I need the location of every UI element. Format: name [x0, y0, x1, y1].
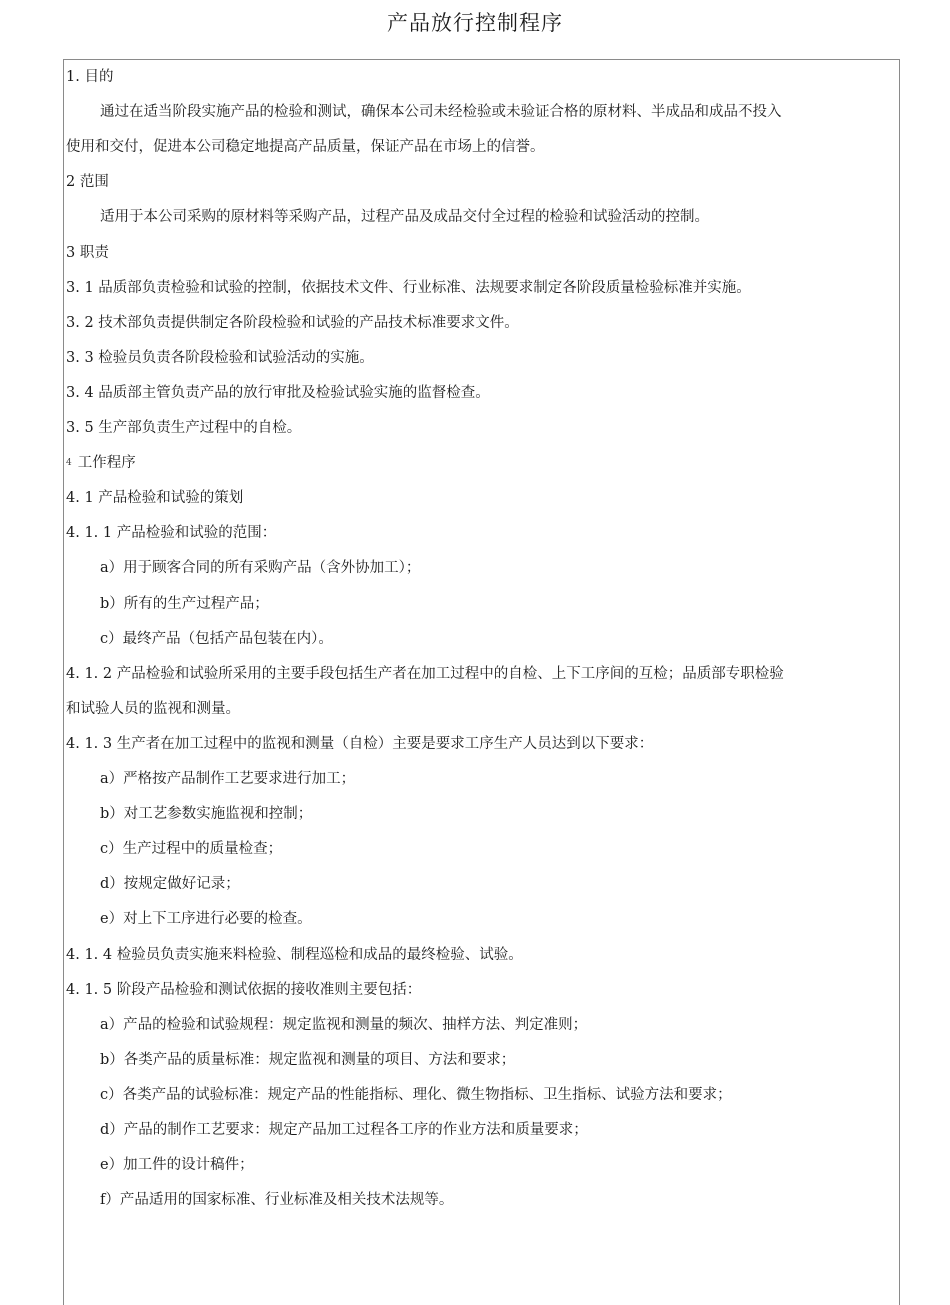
body-line [66, 171, 886, 193]
line-text: a）产品的检验和试验规程：规定监视和测量的频次、抽样方法、判定准则； [100, 1016, 588, 1033]
body-line [100, 557, 890, 579]
line-text: c）最终产品（包括产品包装在内）。 [100, 630, 333, 647]
line-text: a）严格按产品制作工艺要求进行加工； [100, 771, 356, 787]
body-line [66, 979, 886, 1001]
line-text: b）各类产品的质量标准：规定监视和测量的项目、方法和要求； [100, 1051, 516, 1068]
body-line [66, 277, 886, 299]
line-text: 4. 1. 4 检验员负责实施来料检验、制程巡检和成品的最终检验、试验。 [66, 946, 523, 963]
line-text: f）产品适用的国家标准、行业标准及相关技术法规等。 [100, 1192, 454, 1209]
line-text: 3. 1 品质部负责检验和试验的控制，依据技术文件、行业标准、法规要求制定各阶段质量检验标准并实施。 [66, 279, 751, 296]
body-line [66, 347, 886, 369]
line-text: b）所有的生产过程产品； [100, 595, 269, 612]
body-line [100, 1014, 890, 1036]
section-number: 4 [66, 458, 72, 469]
line-text: 4. 1. 3 生产者在加工过程中的监视和测量（自检）主要是要求工序生产人员达到以下要求： [66, 735, 654, 752]
body-line [66, 944, 886, 966]
body-line [100, 838, 890, 860]
line-text: 通过在适当阶段实施产品的检验和测试，确保本公司未经检验或未验证合格的原材料、半成品和成品不投入 [100, 104, 782, 121]
body-line [100, 1084, 890, 1106]
line-text: 3. 3 检验员负责各阶段检验和试验活动的实施。 [66, 349, 374, 366]
body-line [100, 768, 890, 790]
body-line [100, 593, 890, 615]
line-text: 3. 5 生产部负责生产过程中的自检。 [66, 420, 302, 436]
body-line [66, 733, 886, 755]
body-line [100, 1189, 890, 1211]
line-text: 适用于本公司采购的原材料等采购产品，过程产品及成品交付全过程的检验和试验活动的控制。 [100, 209, 709, 226]
body-line [66, 522, 886, 544]
line-text: d）按规定做好记录； [100, 876, 240, 893]
line-text: 和试验人员的监视和测量。 [66, 700, 240, 717]
line-text: e）对上下工序进行必要的检查。 [100, 911, 312, 928]
body-line [100, 206, 890, 228]
body-line [100, 873, 890, 895]
line-text: 4. 1. 5 阶段产品检验和测试依据的接收准则主要包括： [66, 981, 422, 998]
line-text: c）各类产品的试验标准：规定产品的性能指标、理化、微生物指标、卫生指标、试验方法和要求； [100, 1086, 732, 1103]
body-line [100, 908, 890, 930]
line-text: 1. 目的 [66, 69, 114, 85]
line-text: 4. 1 产品检验和试验的策划 [66, 490, 244, 507]
line-text: a）用于顾客合同的所有采购产品（含外协加工）； [100, 560, 421, 577]
line-text: d）产品的制作工艺要求：规定产品加工过程各工序的作业方法和质量要求； [100, 1122, 588, 1138]
line-text: 3. 4 品质部主管负责产品的放行审批及检验试验实施的监督检查。 [66, 384, 490, 401]
body-line [66, 417, 886, 439]
body-line [100, 101, 890, 123]
line-text: e）加工件的设计稿件； [100, 1157, 254, 1174]
line-text: c）生产过程中的质量检查； [100, 841, 283, 858]
body-line [66, 698, 886, 720]
body-line [66, 312, 886, 334]
line-text: 使用和交付，促进本公司稳定地提高产品质量，保证产品在市场上的信誉。 [66, 139, 545, 156]
line-text: 工作程序 [77, 455, 136, 472]
body-line [66, 242, 886, 264]
body-line [66, 382, 886, 404]
body-line [100, 803, 890, 825]
line-text: 4. 1. 1 产品检验和试验的范围： [66, 525, 277, 542]
line-text: 3 职责 [66, 244, 109, 261]
line-text: 4. 1. 2 产品检验和试验所采用的主要手段包括生产者在加工过程中的自检、上下工序间的互检；品质部专职检验 [66, 665, 784, 682]
body-line [66, 136, 886, 158]
body-line [66, 487, 886, 509]
body-line [100, 1049, 890, 1071]
line-text: 2 范围 [66, 174, 109, 191]
body-line [100, 1154, 890, 1176]
document-title: 产品放行控制程序 [387, 11, 563, 35]
body-line [66, 66, 886, 88]
line-text: b）对工艺参数实施监视和控制； [100, 806, 313, 823]
body-line [100, 1119, 890, 1141]
line-text: 3. 2 技术部负责提供制定各阶段检验和试验的产品技术标准要求文件。 [66, 314, 519, 331]
body-line [66, 663, 886, 685]
body-line [66, 452, 886, 474]
body-line [100, 628, 890, 650]
